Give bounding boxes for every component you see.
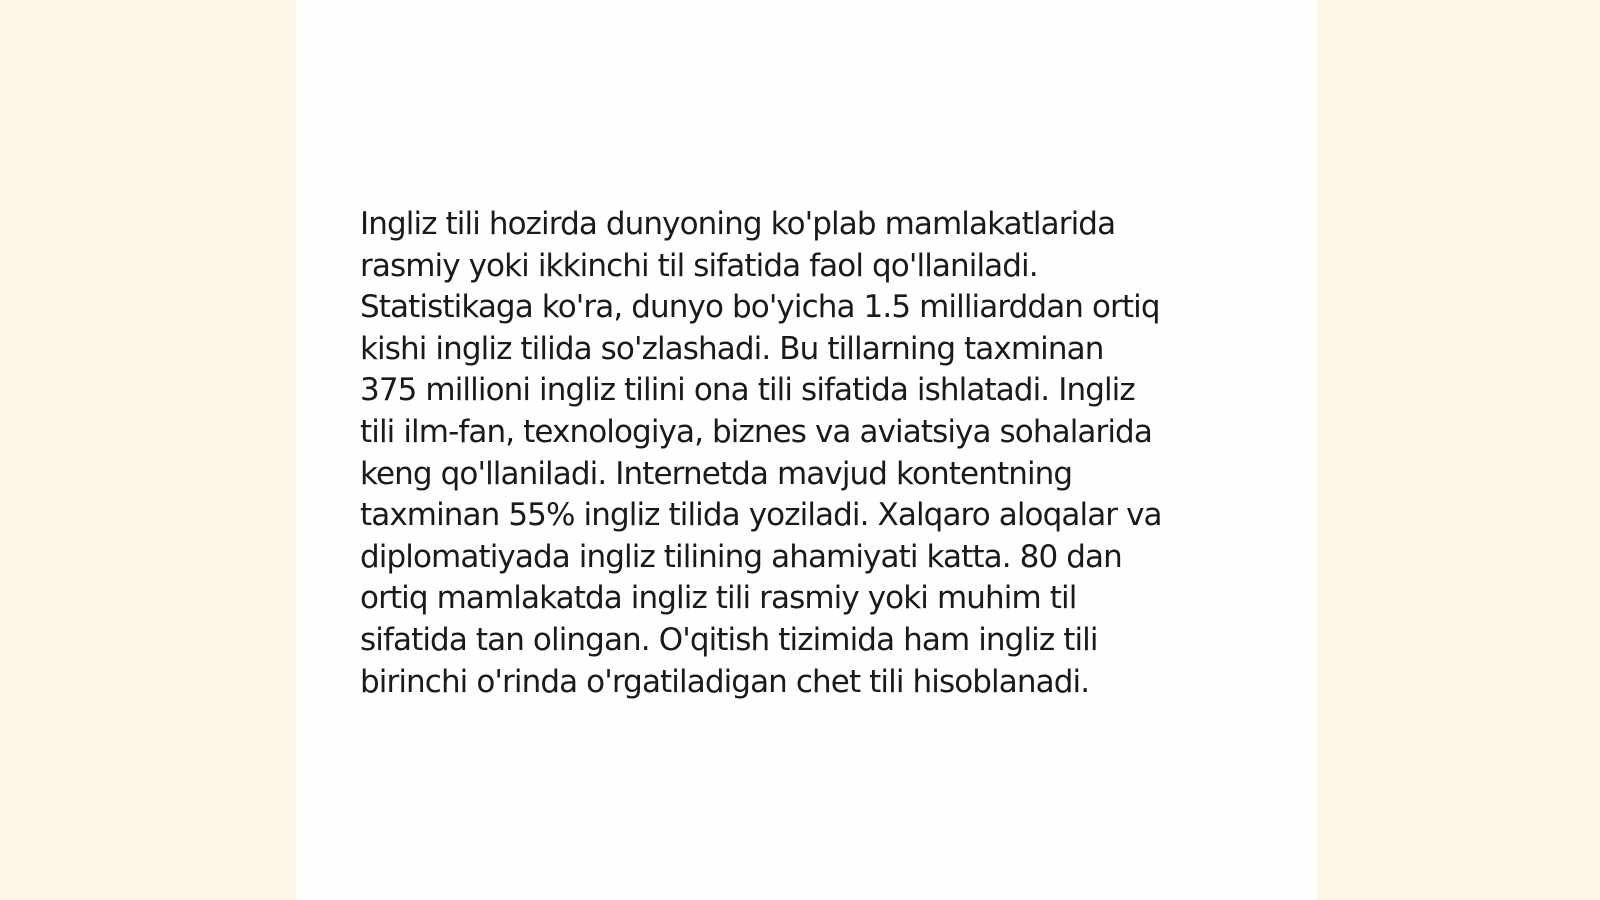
paragraph-line: rasmiy yoki ikkinchi til sifatida faol qo'llaniladi.	[360, 247, 1038, 284]
paragraph-line: Statistikaga ko'ra, dunyo bo'yicha 1.5 milliarddan ortiq	[360, 289, 1160, 326]
paragraph-line: sifatida tan olingan. O'qitish tizimida ham ingliz tili	[360, 621, 1098, 658]
document-page	[296, 0, 1318, 900]
paragraph-line: tili ilm-fan, texnologiya, biznes va aviatsiya sohalarida	[360, 413, 1152, 450]
paragraph-line: 375 millioni ingliz tilini ona tili sifatida ishlatadi. Ingliz	[360, 372, 1135, 409]
paragraph-line: taxminan 55% ingliz tilida yoziladi. Xalqaro aloqalar va	[360, 497, 1162, 534]
paragraph-line: kishi ingliz tilida so'zlashadi. Bu tillarning taxminan	[360, 330, 1104, 367]
paragraph-line: keng qo'llaniladi. Internetda mavjud kontentning	[360, 455, 1073, 492]
paragraph-line: birinchi o'rinda o'rgatiladigan chet tili hisoblanadi.	[360, 663, 1090, 700]
paragraph-line: ortiq mamlakatda ingliz tili rasmiy yoki muhim til	[360, 580, 1077, 617]
paragraph-line: Ingliz tili hozirda dunyoning ko'plab mamlakatlarida	[360, 206, 1116, 242]
paragraph-line: diplomatiyada ingliz tilining ahamiyati katta. 80 dan	[360, 538, 1122, 575]
body-paragraph	[360, 204, 1260, 703]
